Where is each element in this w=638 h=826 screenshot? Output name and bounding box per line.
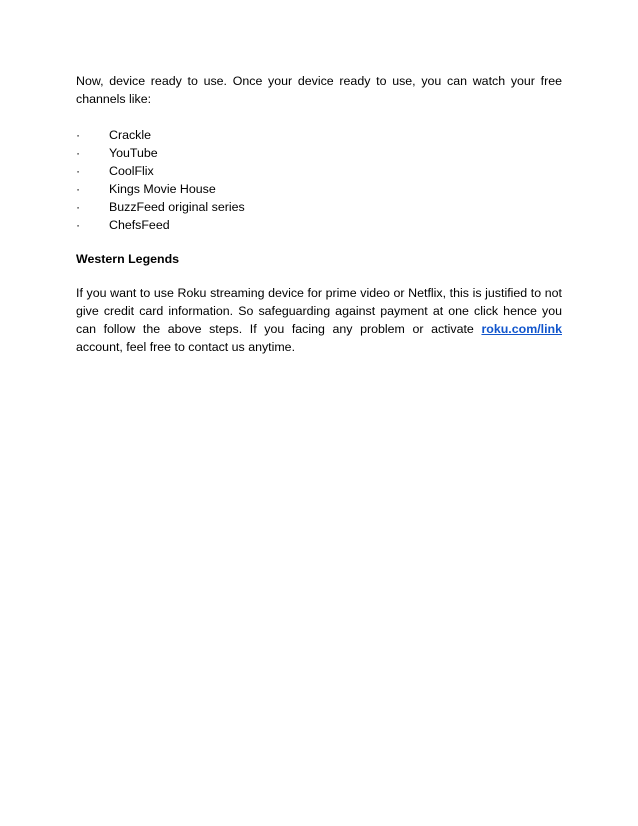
list-item bbox=[76, 162, 562, 180]
channel-name: BuzzFeed original series bbox=[109, 200, 245, 214]
list-item bbox=[76, 216, 562, 234]
list-item bbox=[76, 144, 562, 162]
channel-name: YouTube bbox=[109, 146, 158, 160]
paragraph-text-after-link: account, feel free to contact us anytime. bbox=[76, 340, 296, 354]
channel-name: CoolFlix bbox=[109, 164, 154, 178]
channel-name: Crackle bbox=[109, 128, 151, 142]
intro-paragraph: Now, device ready to use. Once your device ready to use, you can watch your free channels like: bbox=[76, 74, 562, 106]
paragraph-text-before-link: If you want to use Roku streaming device for prime video or Netflix, this is justified to not give credit card information. So safeguarding against payment at one click hence you can follow the above steps. If you facing any problem or activate bbox=[76, 286, 562, 336]
bullet-icon: · bbox=[76, 200, 81, 214]
channel-list bbox=[76, 126, 562, 234]
section-paragraph bbox=[76, 284, 562, 356]
channel-name: Kings Movie House bbox=[109, 182, 216, 196]
bullet-icon: · bbox=[76, 128, 81, 142]
list-item bbox=[76, 126, 562, 144]
bullet-icon: · bbox=[76, 182, 81, 196]
list-item bbox=[76, 180, 562, 198]
channel-name: ChefsFeed bbox=[109, 218, 170, 232]
bullet-icon: · bbox=[76, 146, 81, 160]
bullet-icon: · bbox=[76, 218, 81, 232]
list-item bbox=[76, 198, 562, 216]
bullet-icon: · bbox=[76, 164, 81, 178]
section-heading: Western Legends bbox=[76, 252, 180, 266]
roku-link[interactable]: roku.com/link bbox=[481, 322, 562, 336]
document-content bbox=[76, 72, 562, 356]
